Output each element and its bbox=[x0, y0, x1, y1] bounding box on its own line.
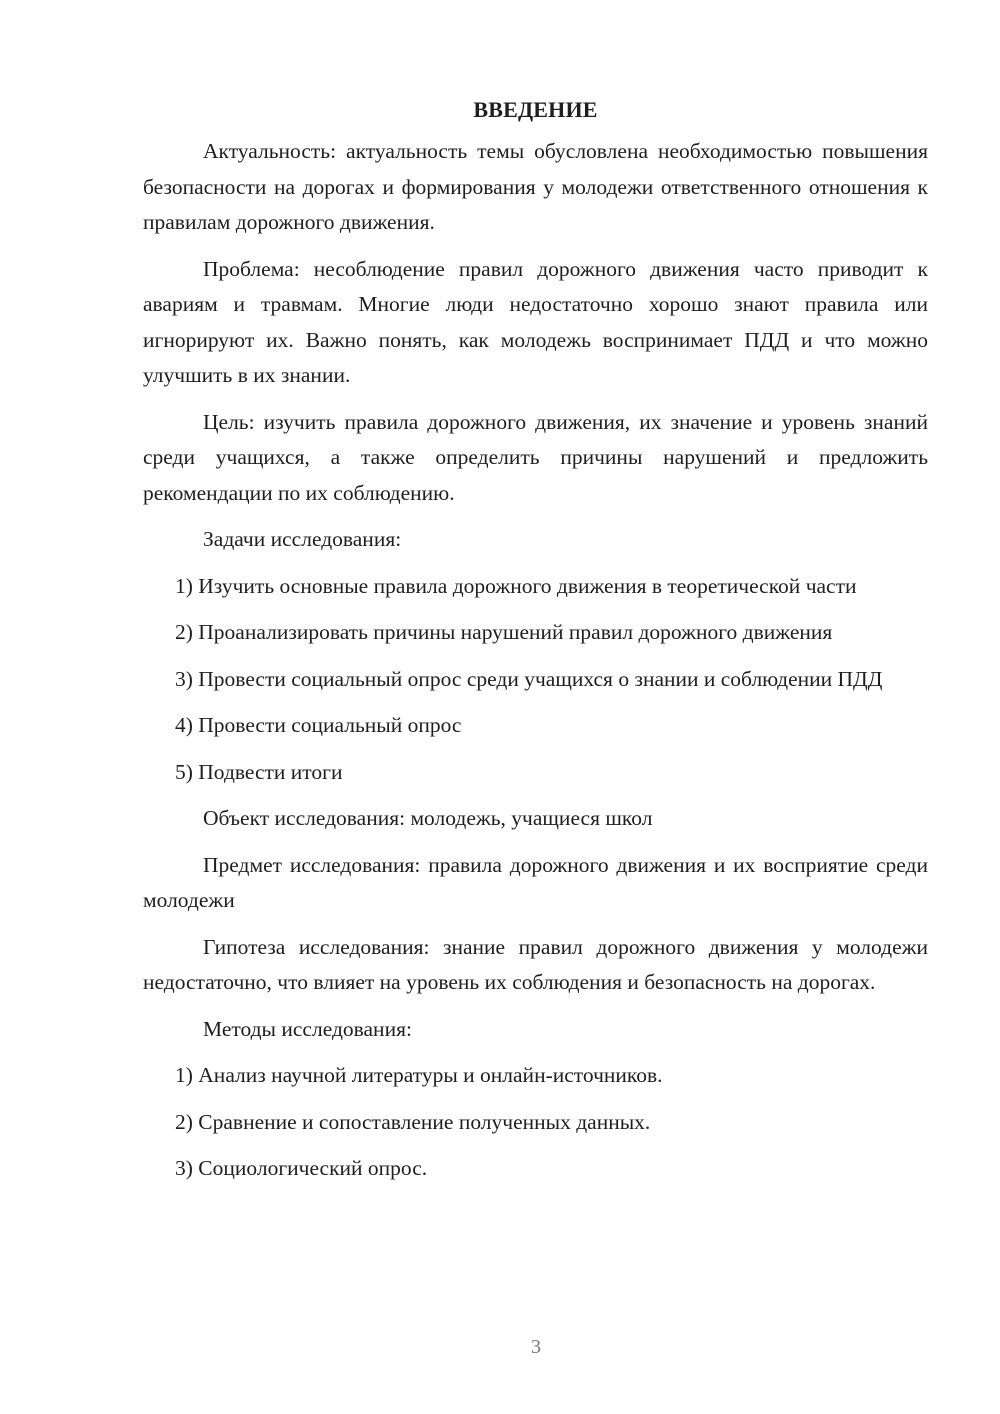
tasks-title: Задачи исследования: bbox=[203, 527, 402, 551]
methods-title: Методы исследования: bbox=[203, 1016, 412, 1041]
object-paragraph: Объект исследования: молодежь, учащиеся школ bbox=[203, 806, 653, 830]
hypothesis-paragraph: Гипотеза исследования: знание правил дорожного движения у молодежи недостаточно, что влияет на уровень их соблюдения и безопасность на дорогах. bbox=[143, 934, 928, 994]
method-item-1: 1) Анализ научной литературы и онлайн-источников. bbox=[175, 1063, 663, 1087]
relevance-paragraph: Актуальность: актуальность темы обусловлена необходимостью повышения безопасности на дорогах и формирования у молодежи ответственного отношения к правилам дорожного движения. bbox=[143, 139, 928, 234]
page-content bbox=[143, 92, 928, 1187]
method-item-3: 3) Социологический опрос. bbox=[175, 1156, 428, 1180]
page-number: 3 bbox=[531, 1336, 541, 1358]
goal-paragraph: Цель: изучить правила дорожного движения, их значение и уровень знаний среди учащихся, а также определить причины нарушений и предложить рекомендации по их соблюдению. bbox=[143, 409, 928, 505]
task-item-2: 2) Проанализировать причины нарушений правил дорожного движения bbox=[175, 620, 833, 644]
page-heading: ВВЕДЕНИЕ bbox=[473, 97, 598, 122]
task-item-4: 4) Провести социальный опрос bbox=[175, 713, 462, 737]
problem-paragraph: Проблема: несоблюдение правил дорожного движения часто приводит к авариям и травмам. Многие люди недостаточно хорошо знают правила или игнорируют их. Важно понять, как молодежь воспринимает ПДД и что можно улучшить в их знании. bbox=[143, 256, 928, 387]
task-item-5: 5) Подвести итоги bbox=[175, 759, 343, 784]
method-item-2: 2) Сравнение и сопоставление полученных данных. bbox=[175, 1109, 651, 1134]
task-item-1: 1) Изучить основные правила дорожного движения в теоретической части bbox=[175, 573, 857, 598]
task-item-3: 3) Провести социальный опрос среди учащихся о знании и соблюдении ПДД bbox=[175, 666, 883, 691]
subject-paragraph: Предмет исследования: правила дорожного движения и их восприятие среди молодежи bbox=[143, 852, 928, 912]
